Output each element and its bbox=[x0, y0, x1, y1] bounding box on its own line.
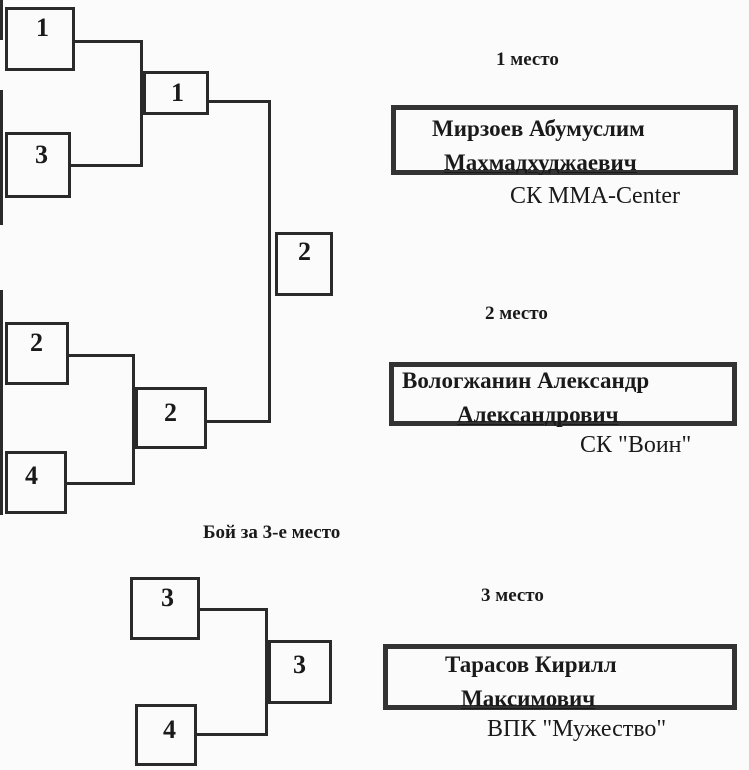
place-2-club: СК "Воин" bbox=[580, 432, 692, 458]
bracket-connector bbox=[197, 733, 268, 736]
slot-number: 3 bbox=[35, 140, 48, 169]
bracket-slot-r2-2 bbox=[135, 387, 207, 449]
bracket-slot-r1-4 bbox=[5, 451, 67, 514]
bracket-connector bbox=[0, 0, 3, 40]
place-2-name-line2: Александрович bbox=[457, 402, 619, 427]
place-3-club: ВПК "Мужество" bbox=[487, 716, 667, 742]
third-place-slot-2 bbox=[135, 704, 197, 766]
place-1-club: СК MMA-Center bbox=[510, 183, 680, 209]
place-3-name-line1: Тарасов Кирилл bbox=[445, 652, 617, 677]
slot-number: 3 bbox=[293, 650, 306, 679]
bracket-connector bbox=[69, 354, 135, 357]
slot-number: 4 bbox=[163, 715, 176, 744]
slot-number: 4 bbox=[25, 461, 38, 490]
bracket-slot-r1-2 bbox=[5, 132, 71, 198]
third-place-winner-slot bbox=[268, 640, 332, 704]
slot-number: 2 bbox=[164, 398, 177, 427]
bracket-connector bbox=[67, 482, 135, 485]
bracket-connector bbox=[0, 90, 3, 225]
bracket-connector bbox=[200, 608, 268, 611]
place-2-label: 2 место bbox=[485, 303, 548, 324]
place-3-name-line2: Максимович bbox=[461, 686, 596, 711]
bracket-connector bbox=[209, 100, 271, 103]
slot-number: 3 bbox=[161, 583, 174, 612]
third-place-slot-1 bbox=[130, 577, 200, 640]
bracket-connector bbox=[71, 164, 143, 167]
slot-number: 1 bbox=[171, 78, 184, 107]
place-3-label: 3 место bbox=[481, 585, 544, 606]
place-2-name-line1: Вологжанин Александр bbox=[402, 368, 650, 393]
bracket-slot-r1-1 bbox=[5, 7, 75, 71]
bracket-connector bbox=[0, 290, 3, 515]
bracket-slot-r1-3 bbox=[5, 322, 69, 385]
bracket-slot-final bbox=[275, 232, 333, 296]
place-1-name-line2: Махмадхуджаевич bbox=[444, 150, 637, 175]
bracket-slot-r2-1 bbox=[143, 71, 209, 115]
place-1-label: 1 место bbox=[496, 49, 559, 70]
slot-number: 1 bbox=[36, 13, 49, 42]
bracket-connector bbox=[75, 40, 143, 43]
third-place-fight-title: Бой за 3-е место bbox=[203, 522, 341, 543]
slot-number: 2 bbox=[30, 328, 43, 357]
bracket-connector bbox=[268, 100, 271, 423]
slot-number: 2 bbox=[298, 237, 311, 266]
place-1-name-line1: Мирзоев Абумуслим bbox=[432, 116, 645, 141]
bracket-connector bbox=[207, 420, 271, 423]
